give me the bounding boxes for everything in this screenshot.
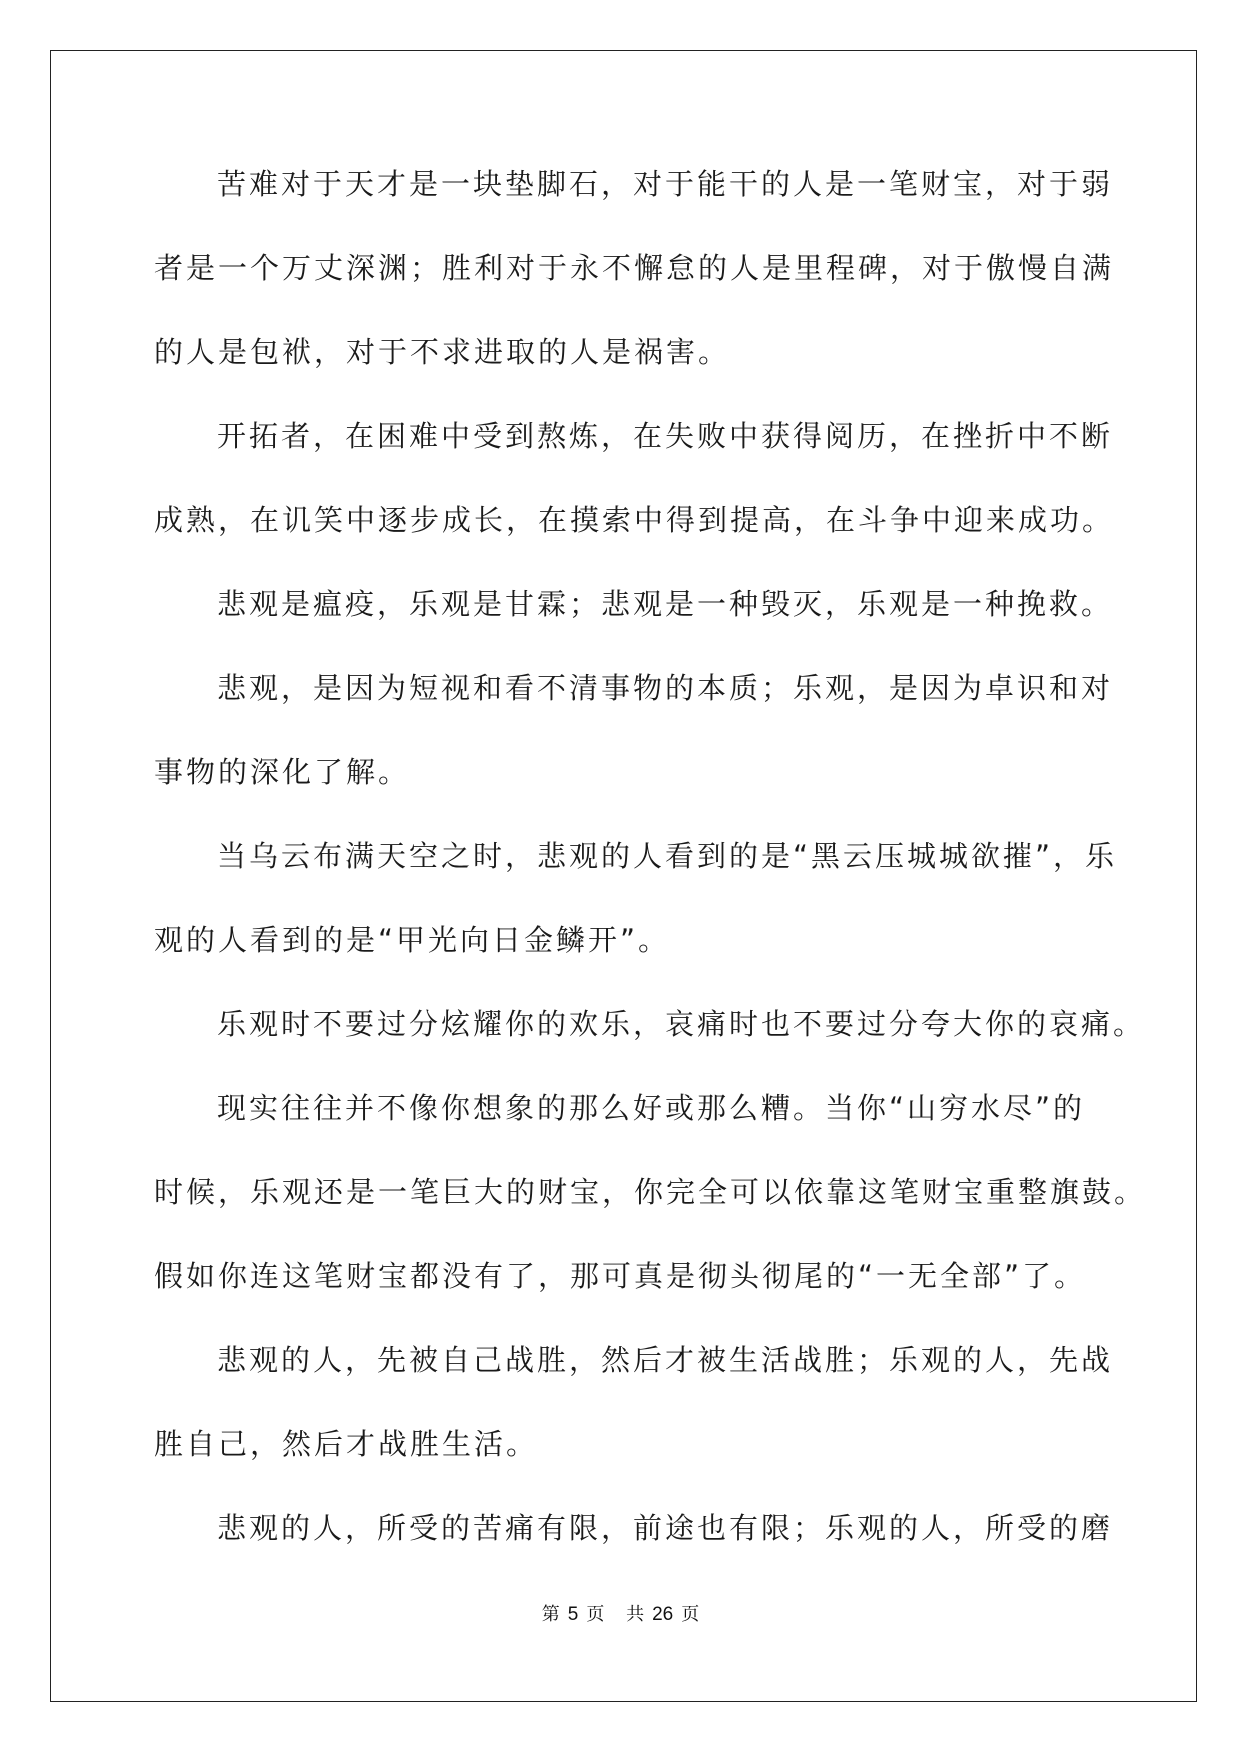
text-line: 假如你连这笔财宝都没有了，那可真是彻头彻尾的“一无全部”了。 (154, 1259, 1087, 1293)
text-line: 时候，乐观还是一笔巨大的财宝，你完全可以依靠这笔财宝重整旗鼓。 (154, 1175, 1147, 1209)
total-suffix: 页 (681, 1604, 700, 1625)
text-line: 者是一个万丈深渊；胜利对于永不懈怠的人是里程碑，对于傲慢自满 (154, 251, 1115, 285)
text-line: 现实往往并不像你想象的那么好或那么糟。当你“山穷水尽”的 (217, 1091, 1086, 1125)
text-line: 开拓者，在困难中受到熬炼，在失败中获得阅历，在挫折中不断 (217, 419, 1114, 453)
text-line: 悲观，是因为短视和看不清事物的本质；乐观，是因为卓识和对 (217, 671, 1114, 705)
page-indicator (538, 1604, 609, 1625)
text-line: 事物的深化了解。 (154, 755, 411, 789)
total-prefix: 共 (626, 1604, 645, 1625)
text-line: 的人是包袱，对于不求进取的人是祸害。 (154, 335, 731, 369)
total-pages: 26 (652, 1604, 674, 1625)
page-footer (0, 1600, 1241, 1626)
text-line: 悲观的人，先被自己战胜，然后才被生活战胜；乐观的人，先战 (217, 1343, 1114, 1377)
text-line: 悲观的人，所受的苦痛有限，前途也有限；乐观的人，所受的磨 (217, 1511, 1114, 1545)
text-line: 悲观是瘟疫，乐观是甘霖；悲观是一种毁灭，乐观是一种挽救。 (217, 587, 1114, 621)
text-line: 观的人看到的是“甲光向日金鳞开”。 (154, 923, 671, 957)
text-line: 当乌云布满天空之时，悲观的人看到的是“黑云压城城欲摧”，乐 (217, 839, 1118, 873)
total-indicator (622, 1604, 703, 1625)
text-line: 成熟，在讥笑中逐步成长，在摸索中得到提高，在斗争中迎来成功。 (154, 503, 1115, 537)
document-body (154, 160, 1147, 1588)
text-line: 苦难对于天才是一块垫脚石，对于能干的人是一笔财宝，对于弱 (217, 167, 1114, 201)
page-suffix: 页 (586, 1604, 605, 1625)
text-line: 胜自己，然后才战胜生活。 (154, 1427, 539, 1461)
text-line: 乐观时不要过分炫耀你的欢乐，哀痛时也不要过分夸大你的哀痛。 (217, 1007, 1146, 1041)
page-prefix: 第 (541, 1604, 560, 1625)
page-number: 5 (567, 1604, 579, 1625)
